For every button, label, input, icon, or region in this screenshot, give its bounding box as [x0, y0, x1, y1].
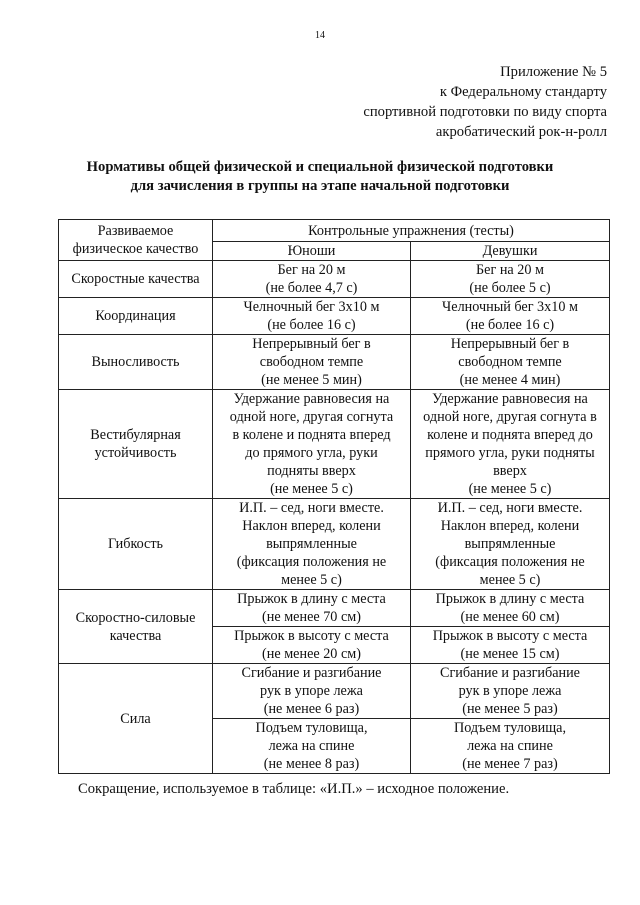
cell-line: (не менее 7 раз) [462, 756, 558, 772]
quality-label: Скоростные качества [71, 271, 200, 287]
quality-cell [59, 499, 213, 590]
header-quality: Развиваемое физическое качество [72, 223, 199, 257]
quality-label: Скоростно-силовые качества [75, 609, 196, 644]
cell-line: Челночный бег 3х10 м [243, 299, 380, 315]
cell-line: лежа на спине [268, 738, 355, 754]
girls-test-cell [411, 499, 610, 590]
appendix-line: Приложение № 5 [500, 64, 607, 80]
cell-line: Прыжок в высоту с места [432, 628, 588, 644]
cell-line: (фиксация положения не [236, 554, 387, 570]
boys-test-cell [213, 627, 411, 664]
boys-test-cell [213, 298, 411, 335]
boys-test-cell [213, 499, 411, 590]
cell-line: до прямого угла, руки [245, 445, 378, 461]
cell-line: (не менее 8 раз) [263, 756, 360, 772]
girls-test-cell [411, 590, 610, 627]
girls-test-cell [411, 627, 610, 664]
cell-line: Непрерывный бег в [252, 336, 371, 352]
boys-test-cell [213, 664, 411, 719]
cell-line: Удержание равновесия на [432, 391, 588, 407]
quality-cell [59, 335, 213, 390]
cell-line: вверх [493, 463, 527, 479]
cell-line: выпрямленные [464, 536, 556, 552]
quality-label: Выносливость [91, 354, 180, 370]
table-row [59, 590, 610, 627]
boys-test-cell [213, 335, 411, 390]
cell-line: Бег на 20 м [476, 262, 544, 278]
quality-cell [59, 261, 213, 298]
header-tests: Контрольные упражнения (тесты) [308, 222, 514, 239]
cell-line: (не более 16 с) [267, 317, 356, 333]
cell-line: одной ноге, другая согнута [229, 409, 394, 425]
cell-line: свободном темпе [458, 354, 562, 370]
cell-line: Непрерывный бег в [450, 336, 570, 352]
appendix-line: спортивной подготовки по виду спорта [363, 104, 607, 120]
norms-table [58, 219, 610, 774]
cell-line: Прыжок в высоту с места [234, 628, 389, 644]
header-tests-cell [213, 220, 610, 242]
appendix-header [363, 62, 607, 142]
cell-line: в колене и поднята вперед [232, 427, 391, 443]
cell-line: Сгибание и разгибание [241, 665, 382, 681]
header-boys-cell [213, 242, 411, 261]
appendix-line: акробатический рок-н-ролл [435, 124, 607, 140]
cell-line: выпрямленные [266, 536, 357, 552]
girls-test-cell [411, 261, 610, 298]
boys-test-cell [213, 590, 411, 627]
cell-line: (не более 4,7 с) [265, 280, 358, 296]
appendix-line: к Федеральному стандарту [439, 84, 607, 100]
girls-test-cell [411, 298, 610, 335]
quality-label: Координация [95, 308, 176, 324]
cell-line: (не менее 15 см) [460, 646, 560, 662]
cell-line: (не менее 5 с) [270, 481, 353, 497]
cell-line: (не менее 5 с) [468, 481, 552, 497]
girls-test-cell [411, 335, 610, 390]
cell-line: Подъем туловища, [453, 720, 567, 736]
table-row [59, 335, 610, 390]
cell-line: подняты вверх [267, 463, 356, 479]
boys-test-cell [213, 719, 411, 774]
cell-line: (не менее 4 мин) [459, 372, 561, 388]
boys-test-cell [213, 261, 411, 298]
cell-line: Прыжок в длину с места [237, 591, 386, 607]
quality-cell [59, 590, 213, 664]
cell-line: лежа на спине [467, 738, 553, 754]
title-line: для зачисления в группы на этапе начальной подготовки [130, 178, 510, 194]
title-line: Нормативы общей физической и специальной физической подготовки [86, 159, 554, 175]
cell-line: Прыжок в длину с места [435, 591, 585, 607]
cell-line: (не более 16 с) [465, 317, 555, 333]
cell-line: Бег на 20 м [277, 262, 346, 278]
header-boys: Юноши [287, 243, 336, 259]
table-row [59, 664, 610, 719]
quality-label: Сила [120, 710, 151, 727]
girls-test-cell [411, 719, 610, 774]
cell-line: Челночный бег 3х10 м [442, 299, 578, 315]
cell-line: (не менее 20 см) [262, 646, 361, 662]
quality-label: Гибкость [107, 536, 164, 552]
table-row [59, 499, 610, 590]
cell-line: менее 5 с) [479, 572, 541, 588]
cell-line: менее 5 с) [281, 572, 342, 588]
girls-test-cell [411, 664, 610, 719]
quality-label: Вестибулярная устойчивость [90, 427, 181, 461]
cell-line: И.П. – сед, ноги вместе. [239, 500, 384, 516]
cell-line: (не более 5 с) [469, 280, 551, 296]
cell-line: И.П. – сед, ноги вместе. [437, 500, 583, 516]
cell-line: Удержание равновесия на [233, 391, 390, 407]
table-row [59, 261, 610, 298]
cell-line: (фиксация положения не [435, 554, 585, 570]
header-girls-cell [411, 242, 610, 261]
cell-line: прямого угла, руки подняты [425, 445, 595, 461]
cell-line: (не менее 5 раз) [462, 701, 558, 717]
table-row [59, 298, 610, 335]
header-quality-cell [59, 220, 213, 261]
cell-line: Подъем туловища, [255, 720, 368, 736]
boys-test-cell [213, 390, 411, 499]
cell-line: рук в упоре лежа [260, 683, 363, 699]
girls-test-cell [411, 390, 610, 499]
cell-line: одной ноге, другая согнута в [423, 409, 597, 425]
cell-line: рук в упоре лежа [458, 683, 562, 699]
cell-line: Сгибание и разгибание [440, 665, 580, 681]
cell-line: Наклон вперед, колени [242, 518, 381, 534]
cell-line: свободном темпе [259, 354, 364, 370]
cell-line: (не менее 5 мин) [261, 372, 362, 388]
document-title [0, 158, 640, 196]
table-row [59, 390, 610, 499]
quality-cell [59, 390, 213, 499]
footnote: Сокращение, используемое в таблице: «И.П.» – исходное положение. [78, 781, 510, 797]
cell-line: (не менее 70 см) [262, 609, 361, 625]
header-girls: Девушки [482, 243, 538, 259]
cell-line: колене и поднята вперед до [427, 427, 593, 443]
quality-cell [59, 298, 213, 335]
cell-line: (не менее 60 см) [460, 609, 560, 625]
cell-line: (не менее 6 раз) [263, 701, 360, 717]
page-number: 14 [315, 30, 325, 41]
quality-cell [59, 664, 213, 774]
cell-line: Наклон вперед, колени [440, 518, 580, 534]
